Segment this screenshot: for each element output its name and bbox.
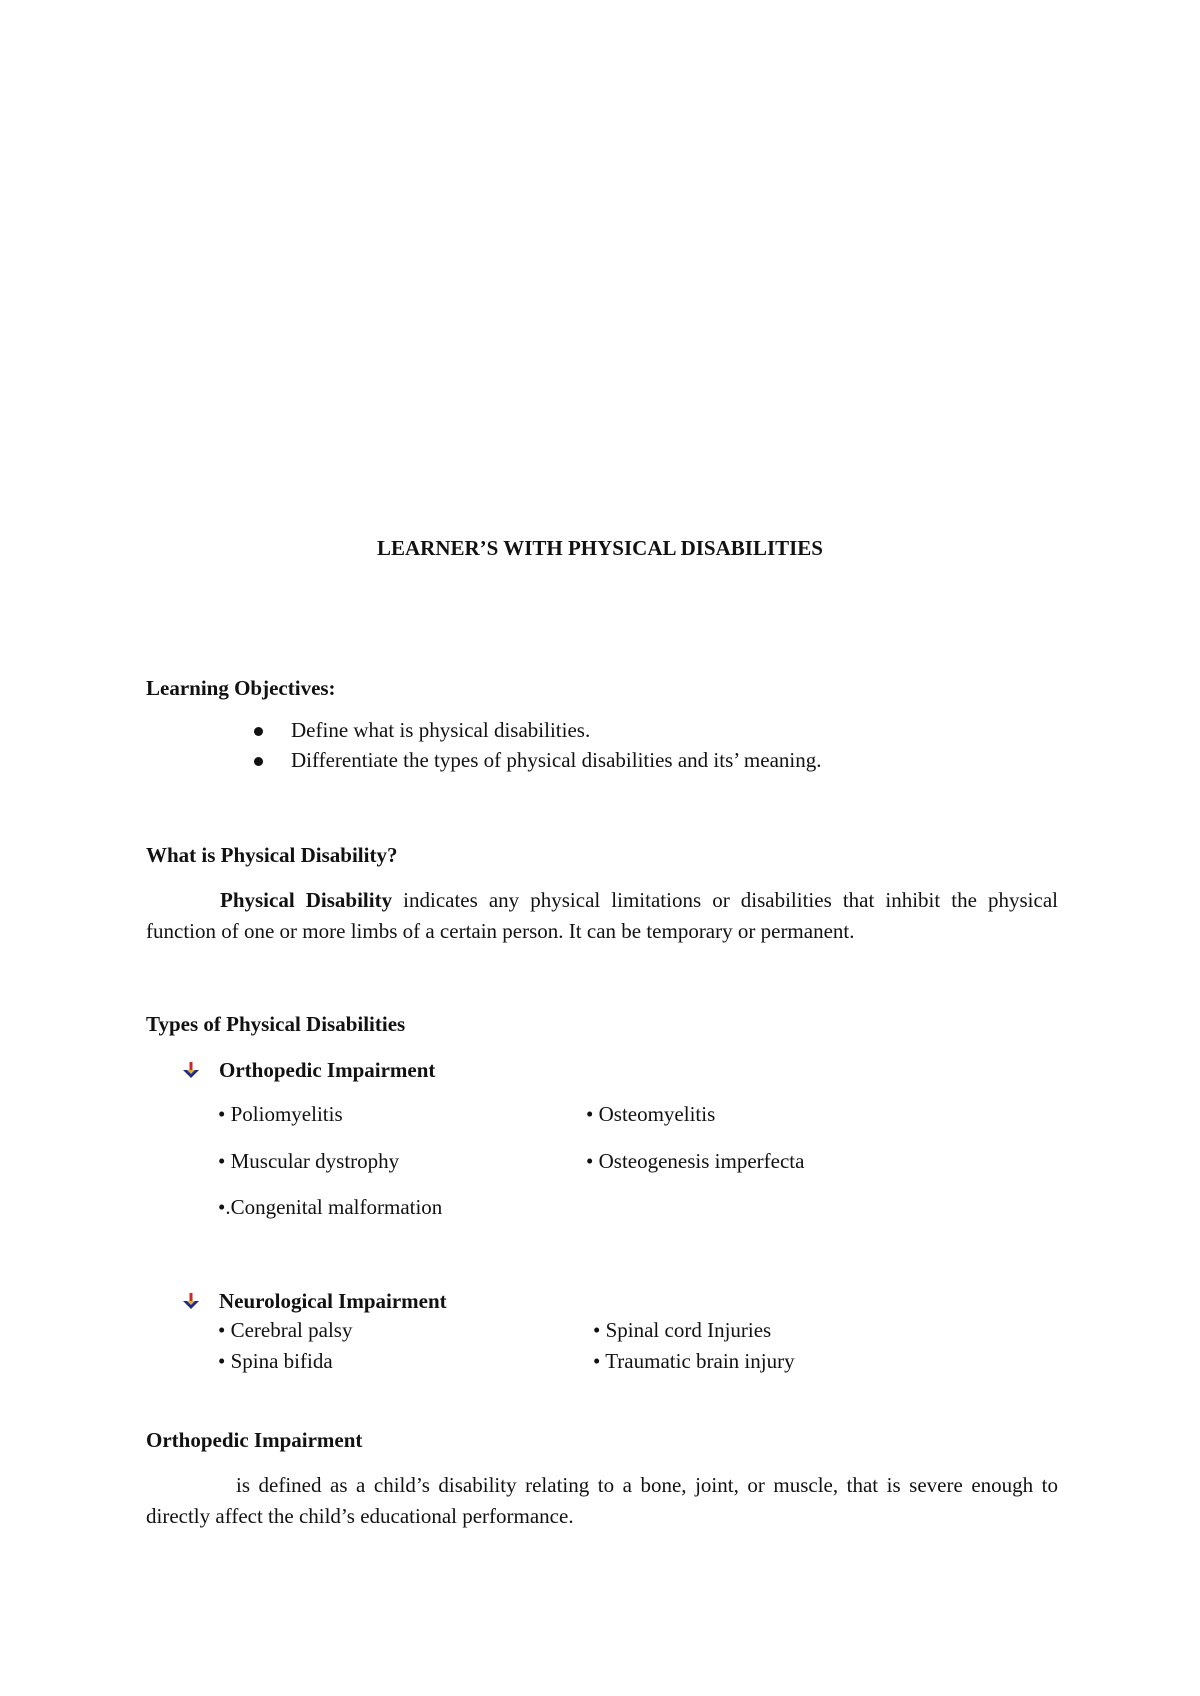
what-is-paragraph [146,885,1058,947]
neurological-item: • Cerebral palsy [218,1318,353,1342]
neurological-label: Neurological Impairment [219,1289,447,1313]
bullet-dot-icon [254,727,263,736]
bullet-dot-icon [254,757,263,766]
neurological-item: • Spinal cord Injuries [593,1318,772,1342]
orthopedic-item: •.Congenital malformation [218,1195,443,1219]
orthopedic-section-paragraph: is defined as a child’s disability relating to a bone, joint, or muscle, that is severe enough to directly affect the child’s educational performance. [146,1473,1058,1528]
arrow-down-icon [182,1061,200,1079]
term-physical-disability: Physical Disability [220,888,393,912]
arrow-down-icon [182,1292,200,1310]
neurological-item: • Spina bifida [218,1349,333,1373]
neurological-item: • Traumatic brain injury [593,1349,795,1373]
orthopedic-item: • Poliomyelitis [218,1102,343,1126]
orthopedic-item: • Osteogenesis imperfecta [586,1149,805,1173]
orthopedic-item: • Osteomyelitis [586,1102,716,1126]
types-heading: Types of Physical Disabilities [146,1012,406,1036]
document-title: LEARNER’S WITH PHYSICAL DISABILITIES [376,536,823,560]
orthopedic-label: Orthopedic Impairment [219,1058,436,1082]
objective-item: Define what is physical disabilities. [291,718,591,742]
objective-item: Differentiate the types of physical disabilities and its’ meaning. [291,748,822,772]
orthopedic-item: • Muscular dystrophy [218,1149,400,1173]
what-is-body: indicates any physical limitations or disabilities that inhibit the physical function of one or more limbs of a certain person. It can be temporary or permanent. [146,888,1058,943]
what-is-heading: What is Physical Disability? [146,843,398,867]
orthopedic-section-heading: Orthopedic Impairment [146,1428,363,1452]
learning-objectives-heading: Learning Objectives: [146,676,336,700]
